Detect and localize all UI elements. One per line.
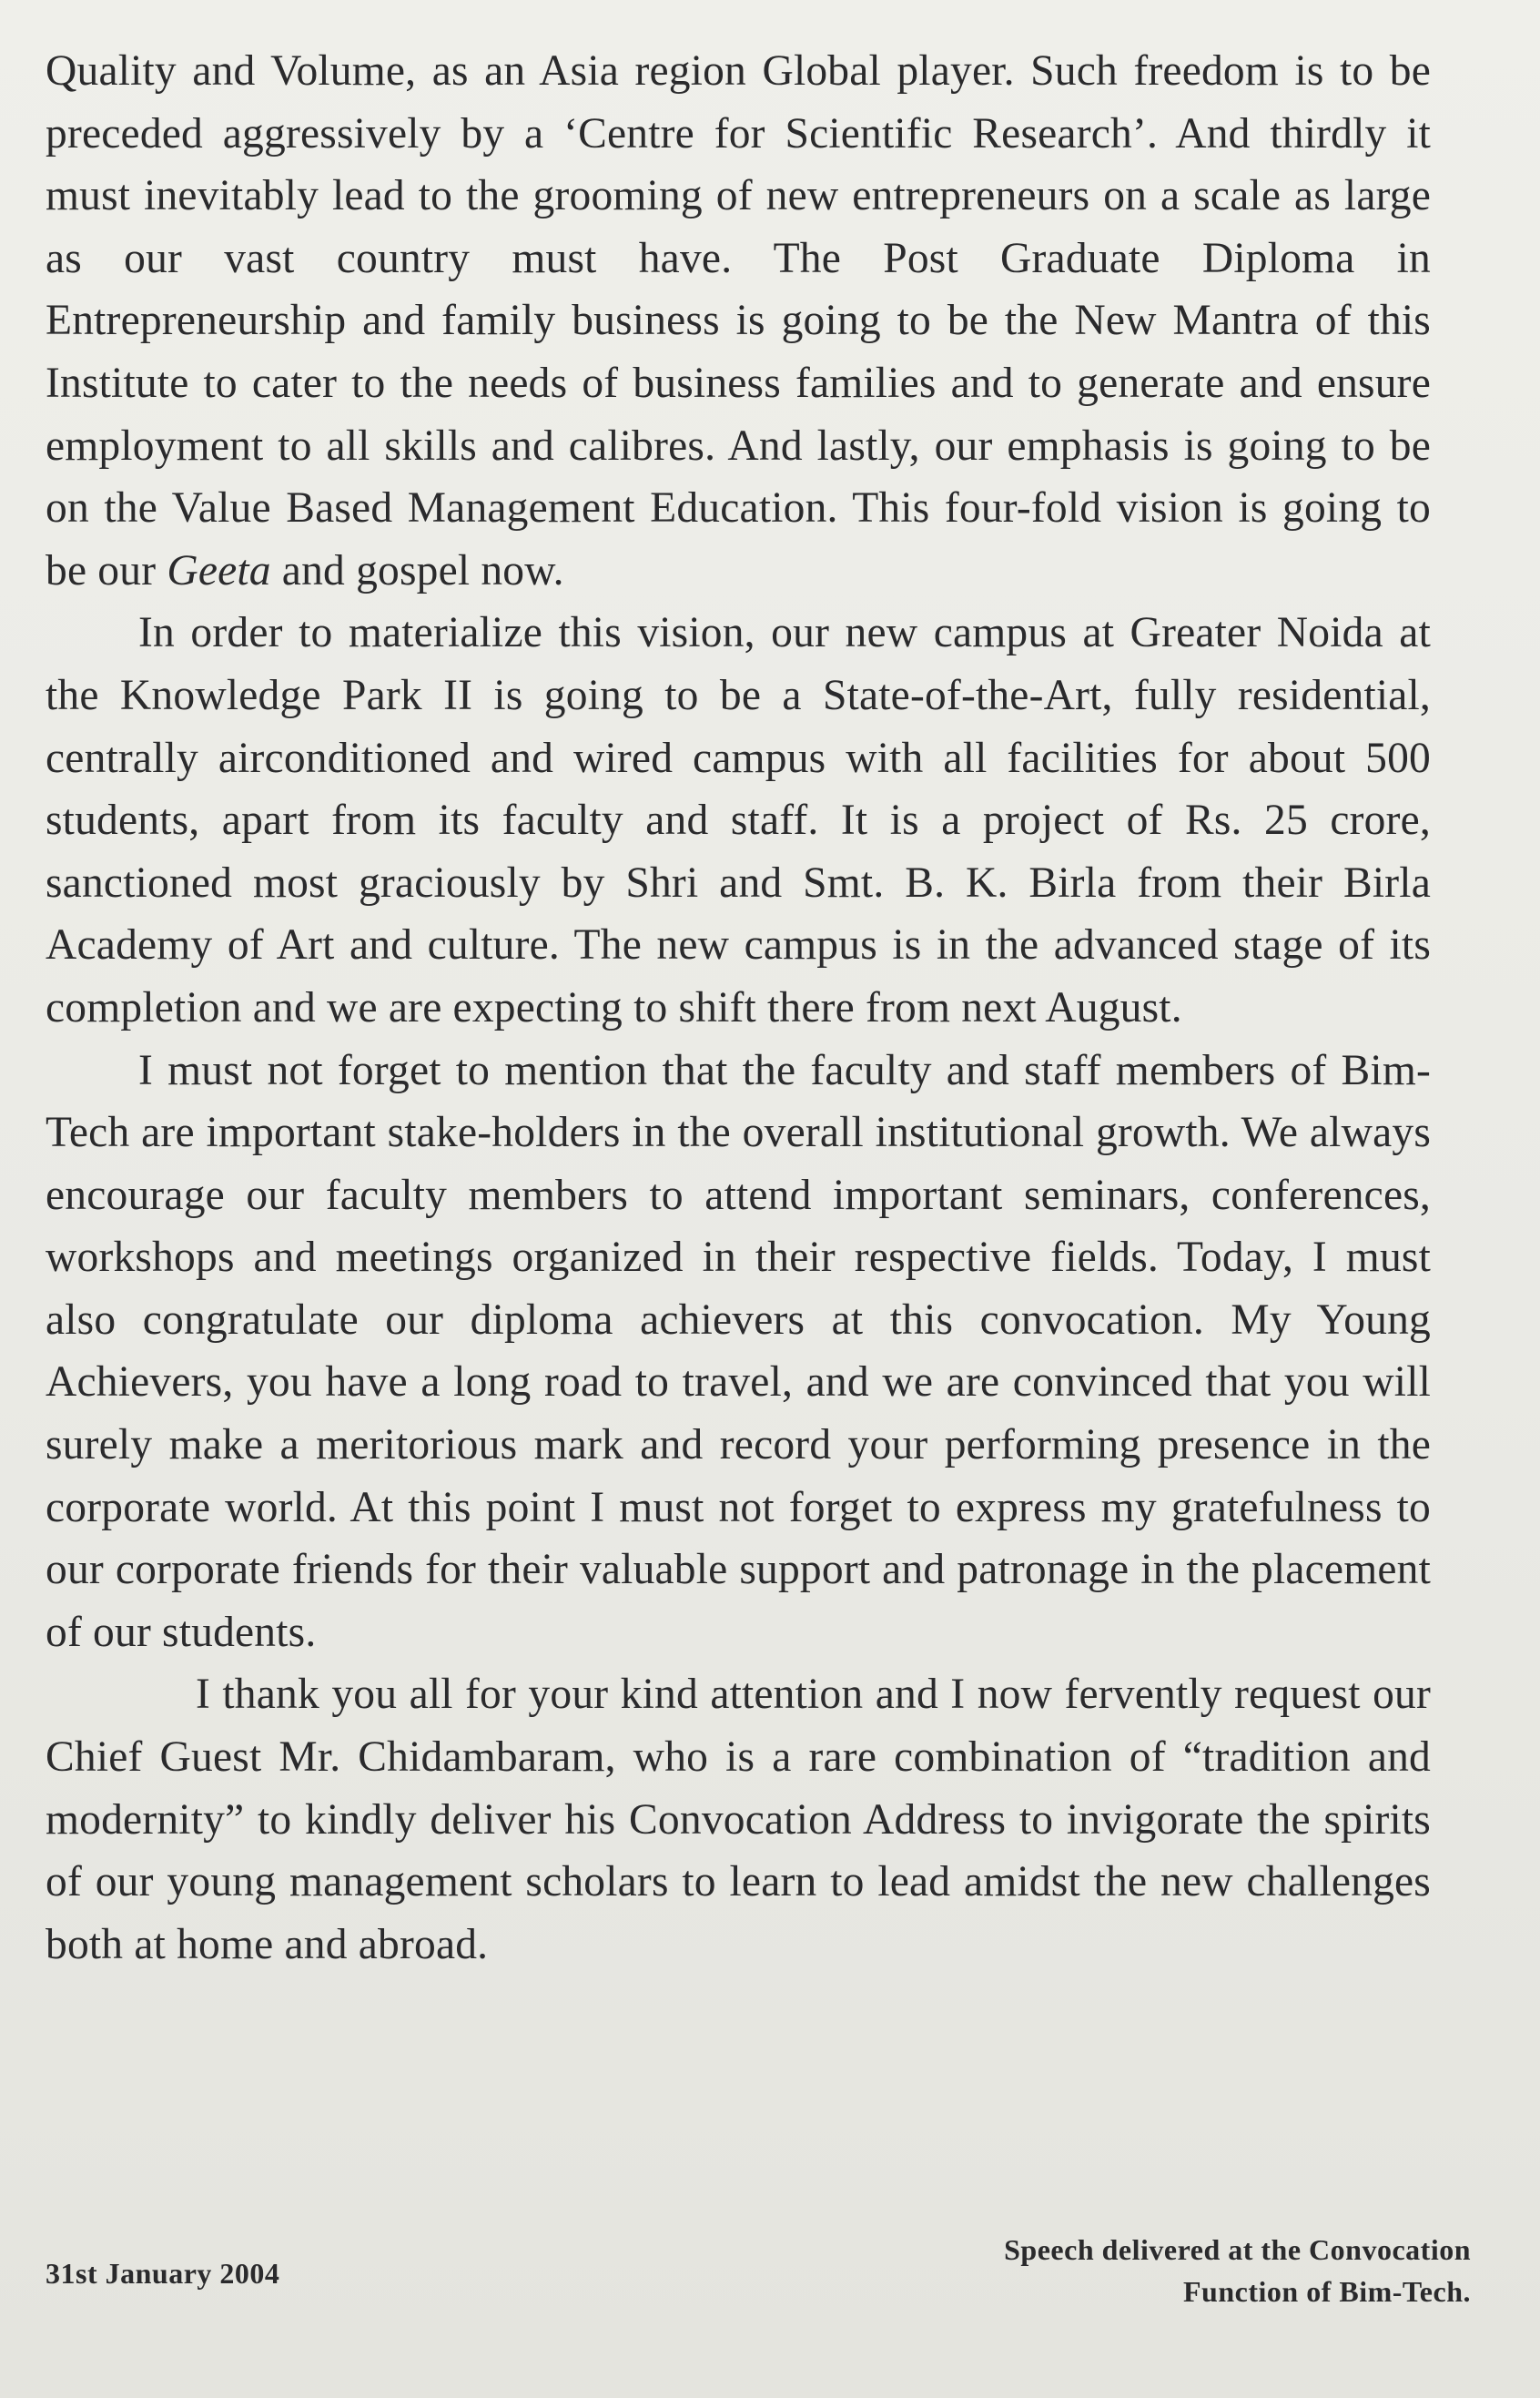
paragraph-text: and gospel now. (270, 546, 564, 594)
paragraph-faculty (46, 1040, 1431, 1664)
speech-credit (1004, 2229, 1471, 2312)
paragraph-text: I thank you all for your kind attention and I now fervently request our Chief Guest Mr. Chidambaram, who is a rare combination of “tradition and modernity” to kindly deliver his Convocation Address to invigorate the spirits of our young management scholars to learn to lead amidst the new challenges both at home and abroad. (46, 1671, 1431, 1968)
speech-body (46, 40, 1431, 1976)
paragraph-text: In order to materialize this vision, our new campus at Greater Noida at the Knowledge Park II is going to be a State-of-the-Art, fully residential, centrally airconditioned and wired campus with all facilities for about 500 students, apart from its faculty and staff. It is a project of Rs. 25 crore, sanctioned most graciously by Shri and Smt. B. K. Birla from their Birla Academy of Art and culture. The new campus is in the advanced stage of its completion and we are expecting to shift there from next August. (46, 609, 1431, 1031)
credit-line-1: Speech delivered at the Convocation (1004, 2233, 1471, 2266)
paragraph-vision (46, 40, 1431, 602)
speech-date: 31st January 2004 (46, 2257, 280, 2290)
paragraph-text: Quality and Volume, as an Asia region Global player. Such freedom is to be preceded aggressively by a ‘Centre for Scientific Research’. And thirdly it must inevitably lead to the grooming of new entrepreneurs on a scale as large as our vast country must have. The Post Graduate Diploma in Entrepreneurship and family business is going to be the New Mantra of this Institute to cater to the needs of business families and to generate and ensure employment to all skills and calibres. And lastly, our emphasis is going to be on the Value Based Management Education. This four-fold vision is going to be our (46, 47, 1431, 594)
italic-word: Geeta (167, 546, 271, 594)
credit-line-2: Function of Bim-Tech. (1183, 2275, 1471, 2308)
paragraph-text: I must not forget to mention that the faculty and staff members of Bim-Tech are important stake-holders in the overall institutional growth. We always encourage our faculty members to attend important seminars, conferences, workshops and meetings organized in their respective fields. Today, I must also congratulate our diploma achievers at this convocation. My Young Achievers, you have a long road to travel, and we are convinced that you will surely make a meritorious mark and record your performing presence in the corporate world. At this point I must not forget to express my gratefulness to our corporate friends for their valuable support and patronage in the placement of our students. (46, 1046, 1431, 1656)
paragraph-campus (46, 602, 1431, 1039)
paragraph-thanks (46, 1663, 1431, 1976)
